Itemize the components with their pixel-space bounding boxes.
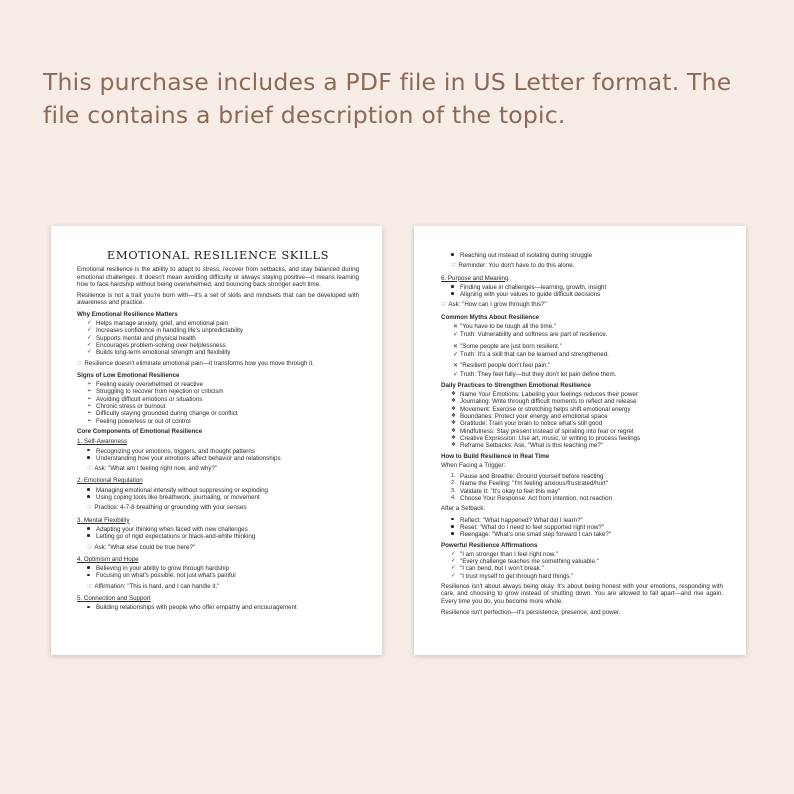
checkmark-icon: ✓ [451,565,456,572]
note: ☞ Practice: 4-7-8 breathing or grounding with your senses [87,504,247,512]
trigger-steps [441,473,723,502]
subsection-title: 6. Purpose and Meaning [441,274,509,282]
bullet-icon [87,456,90,459]
bullet-list [77,565,359,580]
list-item: Building relationships with people who offer empathy and encouragement [77,604,359,611]
list-item: ❖ Mindfulness: Stay present instead of spiraling into fear or regret [451,427,634,435]
diamond-icon: ❖ [451,413,457,420]
list-item: Understanding how your emotions affect behavior and relationships [77,455,359,462]
pointing-hand-icon: ☞ [87,466,93,473]
section-heading: Signs of Low Emotional Resilience [77,371,180,379]
cross-icon: ✕ [453,363,459,370]
step-number: 3. [451,487,456,494]
document-page-1 [51,226,382,655]
bullet-list [77,526,359,541]
list-item: 4. Choose Your Response: Act from intention, not reaction [451,495,613,503]
checkmark-icon: ✓ [451,558,456,565]
list-item: ✓ Helps manage anxiety, grief, and emotional pain [87,320,228,328]
checkmark-icon: ✓ [87,320,92,327]
note: ☞ Ask: "How can I grow through this?" [441,301,547,309]
bullet-icon [87,527,90,530]
subsection-title: 1. Self-Awareness [77,438,128,446]
list-item: ➢ Feeling powerless or out of control [87,417,191,425]
pointing-hand-icon: ☞ [87,583,93,590]
list-item: ➢ Struggling to recover from rejection or criticism [87,388,224,396]
list-item: ❖ Name Your Emotions: Labeling your feelings reduces their power [451,391,638,399]
list-item: 1. Pause and Breathe: Ground yourself before reacting [451,473,604,481]
affirmations-list [441,551,723,580]
bullet-icon [87,606,90,609]
intro-paragraph: Emotional resilience is the ability to adapt to stress, recover from setbacks, and stay balanced during emotional challenges. It doesn't mean avoiding difficulty or always staying positive—it means learning how to face hardship without being overwhelmed, and bouncing back stronger each time. [77,266,359,288]
section-heading: How to Build Resilience in Real Time [441,452,550,460]
list-item: ❖ Journaling: Write through difficult moments to reflect and release [451,398,637,406]
bullet-icon [87,574,90,577]
bullet-icon [451,532,454,535]
list-item: ✓ Builds long-term emotional strength and flexibility [87,349,231,357]
subsection-title: 3. Mental Flexibility [77,516,130,524]
signs-list [77,381,359,425]
cross-icon: ✕ [453,324,459,331]
list-item: ➢ Difficulty staying grounded during change or conflict [87,410,238,418]
list-item: ❖ Gratitude: Train your brain to notice what's still good [451,420,603,428]
bullet-list [441,284,723,299]
checkmark-icon: ✓ [87,327,92,334]
list-item: Reflect: "What happened? What did I learn?" [441,517,723,524]
arrowhead-icon: ➢ [87,403,92,410]
check-icon: ✓ [453,351,459,358]
bullet-icon [451,285,454,288]
checkmark-icon: ✓ [87,349,92,356]
bullet-icon [87,534,90,537]
list-item: 3. Validate It: "It's okay to feel this way" [451,487,561,495]
diamond-icon: ❖ [451,427,457,434]
list-item: Using coping tools like breathwork, journaling, or movement [77,494,359,501]
bullet-list [77,604,359,611]
diamond-icon: ❖ [451,434,457,441]
pointing-hand-icon: ☞ [441,302,447,309]
list-item: Reset: "What do I need to feel supported right now?" [441,524,723,531]
note: ☞ Affirmation: "This is hard, and I can handle it." [87,582,220,590]
section-heading: Daily Practices to Strengthen Emotional Resilience [441,381,591,389]
list-item: ✓ "I trust myself to get through hard things." [451,572,574,580]
practices-list [441,391,723,449]
list-item: ❖ Boundaries: Protect your energy and emotional space [451,413,608,421]
bullet-icon [451,253,454,256]
list-item: ➢ Avoiding difficult emotions or situations [87,395,203,403]
diamond-icon: ❖ [451,398,457,405]
list-item: ✓ Supports mental and physical health [87,334,196,342]
document-page-2 [414,226,746,655]
cross-icon: ✕ [453,343,459,350]
list-item: Managing emotional intensity without suppressing or exploding [77,487,359,494]
pointing-hand-icon: ☞ [87,544,93,551]
list-item: ❖ Creative Expression: Use art, music, or writing to process feelings [451,434,641,442]
list-item: ❖ Movement: Exercise or stretching helps shift emotional energy [451,405,631,413]
note: ☞ Resilience doesn't eliminate emotional pain—it transforms how you move through it. [77,359,314,367]
bullet-list [77,448,359,463]
step-number: 2. [451,480,456,487]
list-item: ✓ "I can bend, but I won't break." [451,565,544,573]
list-item: Reaching out instead of isolating during struggle [441,252,723,259]
checkmark-icon: ✓ [87,341,92,348]
diamond-icon: ❖ [451,405,457,412]
list-item: Finding value in challenges—learning, growth, insight [441,284,723,291]
subsection-title: 4. Optimism and Hope [77,555,139,563]
section-heading: Core Components of Emotional Resilience [77,427,203,435]
bullet-icon [87,495,90,498]
subsection-title: 5. Connection and Support [77,594,151,602]
step-number: 1. [451,473,456,480]
checkmark-icon: ✓ [451,550,456,557]
document-title: EMOTIONAL RESILIENCE SKILLS [106,248,330,262]
list-item: ➢ Feeling easily overwhelmed or reactive [87,381,203,389]
list-item: Reengage: "What's one small step forward I can take?" [441,531,723,538]
bullet-icon [451,525,454,528]
bullet-icon [87,488,90,491]
myth-item: ✕ "You have to be tough all the time." ✓ Truth: Vulnerability and softness are part of resilience. [453,323,608,339]
section-heading: Why Emotional Resilience Matters [77,310,178,318]
list-item: ✓ Encourages problem-solving over helplessness [87,341,226,349]
list-label: When Facing a Trigger: [441,461,506,469]
list-item: ✓ Increases confidence in handling life's unpredictability [87,327,244,335]
arrowhead-icon: ➢ [87,388,92,395]
arrowhead-icon: ➢ [87,395,92,402]
closing-paragraph: Resilience isn't perfection—it's persistence, presence, and power. [441,608,621,616]
list-item: ✓ "Every challenge teaches me something valuable." [451,558,599,566]
check-icon: ✓ [453,332,459,339]
note: ☞ Reminder: You don't have to do this alone. [451,262,575,270]
arrowhead-icon: ➢ [87,410,92,417]
bullet-icon [87,449,90,452]
list-item: Focusing on what's possible, not just what's painful [77,572,359,579]
pointing-hand-icon: ☞ [451,263,457,270]
list-item: Adapting your thinking when faced with new challenges [77,526,359,533]
list-item: Believing in your ability to grow through hardship [77,565,359,572]
arrowhead-icon: ➢ [87,381,92,388]
diamond-icon: ❖ [451,391,457,398]
diamond-icon: ❖ [451,442,457,449]
list-item: Aligning with your values to guide difficult decisions [441,291,723,298]
note: ☞ Ask: "What am I feeling right now, and why?" [87,465,218,473]
bullet-list [441,252,723,259]
checkmark-icon: ✓ [87,334,92,341]
list-item: Letting go of rigid expectations or black-and-white thinking [77,533,359,540]
list-item: ❖ Reframe Setbacks: Ask, "What is this teaching me?" [451,442,603,450]
pointing-hand-icon: ☞ [77,360,83,367]
checkmark-icon: ✓ [451,572,456,579]
bullet-icon [451,292,454,295]
section-heading: Common Myths About Resilience [441,313,540,321]
arrowhead-icon: ➢ [87,417,92,424]
bullet-icon [87,566,90,569]
section-heading: Powerful Resilience Affirmations [441,541,538,549]
listing-description: This purchase includes a PDF file in US Letter format. The file contains a brief description of the topic. [43,68,732,129]
setback-list [441,517,723,539]
step-number: 4. [451,495,456,502]
bullet-list [77,487,359,502]
list-item: ➢ Chronic stress or burnout [87,403,166,411]
list-label: After a Setback: [441,505,486,513]
list-item: 2. Name the Feeling: "I'm feeling anxious/frustrated/hurt" [451,480,608,488]
intro-paragraph: Resilience is not a trait you're born with—it's a set of skills and mindsets that can be developed with awareness and practice. [77,292,359,307]
myth-item: ✕ "Some people are just born resilient." ✓ Truth: It's a skill that can be learned and strengthened. [453,342,609,358]
check-icon: ✓ [453,371,459,378]
bullet-icon [451,518,454,521]
closing-paragraph: Resilience isn't about always being okay. It's about being honest with your emotions, responding with care, and choosing to grow instead of shutting down. You are allowed to fall apart—and rise again. Every time you do, you become more whole. [441,582,723,605]
list-item: Recognizing your emotions, triggers, and thought patterns [77,448,359,455]
note: ☞ Ask: "What else could be true here?" [87,543,196,551]
subsection-title: 2. Emotional Regulation [77,477,143,485]
pointing-hand-icon: ☞ [87,505,93,512]
myth-item: ✕ "Resilient people don't feel pain." ✓ Truth: They feel fully—but they don't let pain define them. [453,362,617,378]
list-item: ✓ "I am stronger than I feel right now." [451,550,558,558]
diamond-icon: ❖ [451,420,457,427]
why-list [77,320,359,356]
